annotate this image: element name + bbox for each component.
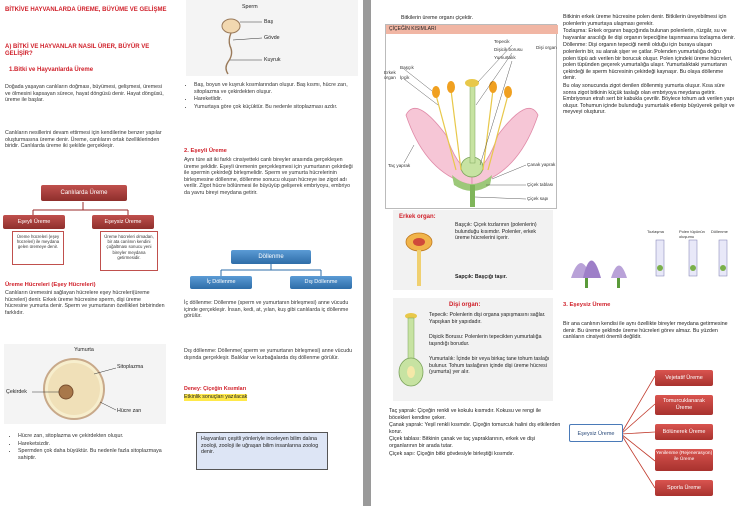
experiment-title: Deney: Çiçeğin Kısımları xyxy=(184,386,247,392)
pollination-definition: Tozlaşma: Erkek organın başçığında bulunan polenlerin, rüzgâr, su ve hayvanlar aracılığı ile dişi organın tepeciğine taşınmasına tozlaşma denir. xyxy=(563,28,735,41)
male-organ-text-1: Başçık: Çiçek tozlarının (polenlerin) bulunduğu kısımdır. Polenler, erkek üreme hücrelerini içerir. xyxy=(455,222,537,241)
paragraph-sexual-reproduction: Aynı türe ait iki farklı cinsiyetteki canlı bireyler arasında gerçekleşen üreme şeklidir. Eşeyli üremenin gerçekleşmesi için yumurtanın çekirdeği ile spermin çekirdeği birleşmelidir. Sperm ve yumurta hücrelerinin birleşmesine döllenme, döllenme sonucu oluşan hücreye ise zigot adı verilir. Zigot hücre bölünmesi ile büyüyüp gelişerek embriyoyu, embriyo da yavru bireyi meydana getirir. xyxy=(184,157,353,196)
sperm-label-body: Gövde xyxy=(264,35,280,41)
female-organ-text-3: Yumurtalık: İçinde bir veya birkaç tane tohum taslağı bulunur. Tohum taslağının içinde dişi üreme hücresi (yumurta) yer alır. xyxy=(429,356,550,375)
paragraph-cells: Canlıların üremesini sağlayan hücrelere eşey hücreleri(üreme hücreleri) denir. Erkek üreme hücresine sperm, dişi üreme hücresine yumurta denir. Sperm ve yumurtanın özellikleri birbirinden farklıdır. xyxy=(5,290,165,316)
female-organ-title: Dişi organ: xyxy=(449,302,481,308)
sperm-bullets xyxy=(186,82,356,111)
flower-parts-text xyxy=(389,408,561,457)
female-organ-panel xyxy=(393,298,553,401)
zygote-text: Bu olay sonucunda zigot denilen döllenmiş yumurta oluşur. Kısa süre sonra zigot bitkinin küçük taslağı olan embriyoya meydana getirir. Embriyonun etrafı sert bir kabukla çevrilir. Böylece tohum adı verilen yapı oluşur. Tohumun içinde bulunduğu yumurtalık etlenip büyüyerek gelişir ve meyveyi oluşturur. xyxy=(563,82,735,116)
external-fertilization-box: Dış Döllenme xyxy=(290,276,352,289)
label-stigma: Tepecik xyxy=(494,39,510,44)
paragraph-life-cycle: Doğada yaşayan canlıların doğması, büyümesi, gelişmesi, üremesi ve ölmesini kapsayan sürece, hayat döngüsü denir. Hayat döngüsü, üreme ile başlar. xyxy=(5,84,164,104)
sperm-bullet: • Yumurtaya göre çok küçüktür. Bu nedenle sitoplazması azdır. xyxy=(194,104,356,111)
egg-label-membrane: Hücre zarı xyxy=(117,408,142,414)
subheading-3: 3. Eşeysiz Üreme xyxy=(563,302,611,308)
pollen-text: Bitkinin erkek üreme hücresine polen denir. Bitkilerin üreyebilmesi için polenlerin yumurtaya ulaşması gerekir. xyxy=(563,14,727,27)
page-title: BİTKİVE HAYVANLARDA ÜREME, BÜYÜME VE GELİŞME xyxy=(5,7,167,13)
egg-label-cytoplasm: Sitoplazma xyxy=(117,364,144,370)
egg-title: Yumurta xyxy=(74,347,94,353)
pollination-figure xyxy=(561,228,735,288)
label-petal: Taç yaprak xyxy=(388,163,411,168)
label-male-organ: Erkek organ xyxy=(384,70,396,80)
egg-bullets xyxy=(10,433,165,462)
male-organ-title: Erkek organ: xyxy=(399,214,436,220)
paragraph-reproduction: Canlıların nesillerini devam ettirmesi için kendilerine benzer yapılar oluşturmasına üreme denir. Üreme, canlıların ortak özelliklerinden biridir. Canlılarda üreme iki şekilde gerçekleşir. xyxy=(5,130,162,150)
fertilization-definition: Döllenme: Dişi organın tepeciği nemli olduğu için buraya ulaşan polenlerin bir, su alarak şişer ve çatlar. Polenden yumurtalığa doğru polen tüpü adı verilen bir borucuk oluşur. Polen içindeki üreme hücreleri, polen tüpünden geçerek yumurtalığa ulaşır. Yumurtalıktaki yumurtanın çekirdeği ile sperm hücresinin çekirdeği kaynaşır. Bu olaya döllenme denir. xyxy=(563,42,733,82)
stalk-text: Çiçek sapı: Çiçeğin bitki gövdesiyle birleştiği kısımdır. xyxy=(389,450,515,457)
asexual-root-box: Eşeysiz Üreme xyxy=(569,424,623,442)
label-ovary: Yumurtalık xyxy=(494,55,516,60)
sperm-bullet: • Baş, boyun ve kuyruk kısımlarından oluşur. Baş kısmı, hücre zarı, sitoplazma ve çekirdekten oluşur. xyxy=(194,82,356,95)
pollination-label-1: Tozlaşma xyxy=(647,229,664,234)
pollination-text xyxy=(563,14,735,116)
left-page xyxy=(0,0,363,506)
label-style: Dişicik borusu xyxy=(494,47,523,52)
male-organ-text-2: Sapçık: Başçığı taşır. xyxy=(455,274,507,280)
diagram-left-box: Eşeyli Üreme xyxy=(3,215,65,229)
sperm-title: Sperm xyxy=(242,4,258,10)
cells-heading: Üreme Hücreleri (Eşey Hücreleri) xyxy=(5,282,96,288)
right-page xyxy=(371,0,739,506)
asexual-type-box: Tomurcuklanarak Üreme xyxy=(655,395,713,415)
egg-illustration xyxy=(4,344,166,424)
egg-bullet: • Spermden çok daha büyüktür. Bu nedenle fazla sitoplazmaya sahiptir. xyxy=(18,448,165,461)
subheading-2: 2. Eşeyli Üreme xyxy=(184,148,227,154)
zoology-note-box: Hayvanları çeşitli yönleriyle inceleyen bilim dalına zooloji, zooloji ile uğraşan bilim insanlarına zoolog denir. xyxy=(196,432,328,470)
label-sepal: Çanak yaprak xyxy=(527,162,556,167)
male-organ-panel xyxy=(393,210,553,290)
sperm-bullet: • Hareketlidir. xyxy=(194,96,356,103)
asexual-type-box: Yenilenme (Rejenerasyon) ile Üreme xyxy=(655,449,713,471)
sperm-label-head: Baş xyxy=(264,19,274,25)
diagram-right-box: Eşeysiz Üreme xyxy=(92,215,154,229)
fertilization-root-box: Döllenme xyxy=(231,250,311,264)
sperm-illustration xyxy=(186,0,358,76)
female-organ-text-1: Tepecik: Polenlerin dişi organa yapışmasını sağlar. Yapışkan bir yapıdadır. xyxy=(429,312,546,325)
internal-fertilization-box: İç Döllenme xyxy=(190,276,252,289)
pollination-label-2: Polen tüpünün oluşumu xyxy=(679,229,705,239)
asexual-type-box: Sporla Üreme xyxy=(655,480,713,496)
subheading-1: 1.Bitki ve Hayvanlarda Üreme xyxy=(9,67,94,73)
internal-fertilization-text: İç döllenme: Döllenme (sperm ve yumurtanın birleşmesi) anne vücudu içinde gerçekleşir. İnsan, kedi, at, yılan, kuş gibi canlılarda iç döllenme görülür. xyxy=(184,300,349,320)
egg-bullet: • Hareketsizdir. xyxy=(18,441,165,448)
diagram-left-note: Üreme hücreleri (eşey hücreleri) ile meydana gelen üremeye denir. xyxy=(12,231,64,265)
paragraph-asexual: Bir ana canlının kendisi ile aynı özellikte bireyler meydana getirmesine denir. Bu üreme şeklinde üreme hücreleri görev almaz. Bu yüzden canlıların cinsiyeti önemli değildir. xyxy=(563,321,728,341)
label-filament: İpçik xyxy=(400,75,410,80)
female-organ-text-2: Dişicik Borusu: Polenlerin tepecikten yumurtalığa taşındığı borudur. xyxy=(429,334,542,347)
label-female-organ: Dişi organ xyxy=(536,45,557,50)
external-fertilization-text: Dış döllenme: Döllenme( sperm ve yumurtanın birleşmesi) anne vücudu dışında gerçekleşir. Balıklar ve kurbağalarda dış döllenme görülür. xyxy=(184,348,353,361)
intro-text: Bitkilerin üreme organı çiçektir. xyxy=(401,15,474,21)
pollination-label-3: Döllenme xyxy=(711,229,728,234)
egg-label-nucleus: Çekirdek xyxy=(6,389,27,395)
label-stalk: Çiçek sapı xyxy=(527,196,549,201)
egg-bullet: • Hücre zarı, sitoplazma ve çekirdekten oluşur. xyxy=(18,433,165,440)
activity-note: Etkinlik sonuçları yazılacak xyxy=(184,394,248,400)
label-anther: Başçık xyxy=(400,65,414,70)
petal-text: Taç yaprak: Çiçeğin renkli ve kokulu kısmıdır. Kokusu ve rengi ile böcekleri kendine çeker. xyxy=(389,408,541,421)
flower-diagram xyxy=(385,24,557,209)
diagram-root-box: Canlılarda Üreme xyxy=(41,185,127,201)
label-receptacle: Çiçek tablası xyxy=(527,182,554,187)
sepal-text: Çanak yaprak: Yeşil renkli kısımdır. Çiçeğin tomurcuk halini dış etkilerden korur. xyxy=(389,422,561,435)
flower-diagram-title: ÇİÇEĞİN KISIMLARI xyxy=(386,25,558,34)
asexual-type-box: Vejetatif Üreme xyxy=(655,370,713,386)
receptacle-text: Çiçek tablası: Bitkinin çanak ve taç yapraklarının, erkek ve dişi organlarının bir arada tutar. xyxy=(389,436,536,449)
diagram-right-note: Üreme hücreleri olmadan, bir ata canlının kendini çoğaltması sonucu yeni bireyler meydana getirmesidir. xyxy=(100,231,158,271)
asexual-type-box: Bölünerek Üreme xyxy=(655,424,713,440)
sperm-label-tail: Kuyruk xyxy=(264,57,281,63)
section-a-heading: A) BİTKİ VE HAYVANLAR NASIL ÜRER, BÜYÜR VE GELİŞİR? xyxy=(5,44,150,58)
